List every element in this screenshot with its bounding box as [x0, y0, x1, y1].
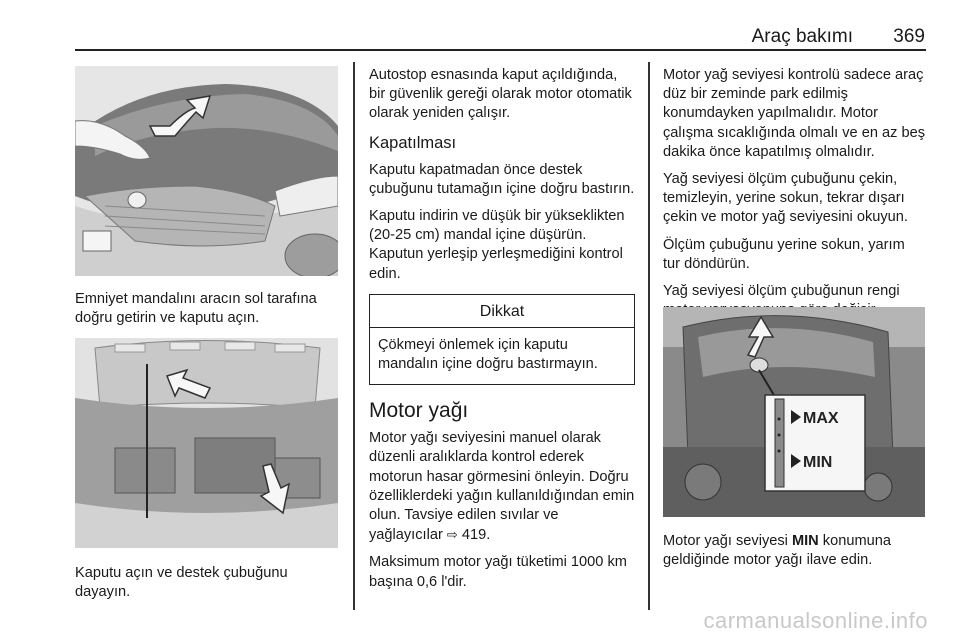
watermark: carmanualsonline.info [703, 608, 928, 633]
column-3-caption [663, 532, 925, 578]
oil-check-paragraph-3: Ölçüm çubuğunu yerine sokun, yarım tur döndürün. [663, 236, 905, 272]
dipstick-illustration [663, 307, 925, 517]
page-reference: 419. [461, 527, 491, 544]
column-2 [369, 66, 635, 600]
oil-check-paragraph-1: Motor yağ seviyesi kontrolü sadece araç düz bir zeminde park edilmiş konumdayken yapılmalıdır. Motor çalışma sıcaklığında olmalı ve en az beş dakika önce kapatılmış olmalıdır. [663, 67, 926, 160]
min-level-bold: MIN [791, 533, 819, 549]
column-1-caption-2 [75, 564, 343, 610]
dipstick-min-label: MIN [803, 454, 833, 471]
autostop-paragraph: Autostop esnasında kaput açıldığında, bir güvenlik gereği olarak motor otomatik olarak yeniden çalışır. [369, 67, 632, 122]
page-header [75, 26, 925, 50]
min-level-text-after: konumuna geldiğinde motor yağı ilave edin. [663, 533, 891, 569]
page-reference-icon: ⇨ [446, 527, 458, 543]
hood-latch-illustration [75, 66, 338, 276]
min-level-paragraph [663, 532, 925, 570]
hood-prop-rod-illustration [75, 338, 338, 548]
engine-oil-text: Motor yağı seviyesini manuel olarak düzenli aralıklarda kontrol ederek motorun hasar görmesini önleyin. Doğru özelliklerdeki yağın kullanıldığından emin olun. Tavsiye edilen sıvılar ve yağlayıcılar [369, 430, 635, 544]
column-1-caption-1 [75, 290, 343, 336]
section-title: Araç bakımı [751, 26, 853, 47]
column-divider-2 [648, 62, 650, 610]
oil-consumption-paragraph: Maksimum motor yağı tüketimi 1000 km başına 0,6 l'dir. [369, 554, 627, 590]
dipstick-max-label: MAX [803, 410, 839, 427]
min-level-text-before: Motor yağı seviyesi [663, 533, 788, 549]
caution-body: Çökmeyi önlemek için kaputu mandalın içine doğru bastırmayın. [378, 336, 598, 373]
column-divider-1 [353, 62, 355, 610]
caption-latch: Emniyet mandalını aracın sol tarafına doğru getirin ve kaputu açın. [75, 291, 317, 327]
caption-prop-rod: Kaputu açın ve destek çubuğunu dayayın. [75, 565, 288, 601]
engine-oil-paragraph [369, 429, 635, 545]
caution-title: Dikkat [370, 295, 634, 328]
caution-box [369, 294, 635, 385]
oil-check-paragraph-4: Yağ seviyesi ölçüm çubuğunun rengi [663, 283, 900, 300]
closing-paragraph-2: Kaputu indirin ve düşük bir yükseklikten (20-25 cm) mandal içine düşürün. Kaputun yerleşip yerleşmediğini kontrol edin. [369, 208, 625, 282]
heading-closing: Kapatılması [369, 133, 457, 152]
column-3-text [663, 66, 925, 328]
heading-engine-oil: Motor yağı [369, 399, 469, 423]
header-rule [75, 49, 926, 51]
page-number: 369 [893, 26, 925, 47]
oil-check-paragraph-2: Yağ seviyesi ölçüm çubuğunu çekin, temizleyin, yerine sokun, tekrar dışarı çekin ve motor yağ seviyesini okuyun. [663, 171, 908, 226]
closing-paragraph-1: Kaputu kapatmadan önce destek çubuğunu tutamağın içine doğru bastırın. [369, 161, 635, 197]
